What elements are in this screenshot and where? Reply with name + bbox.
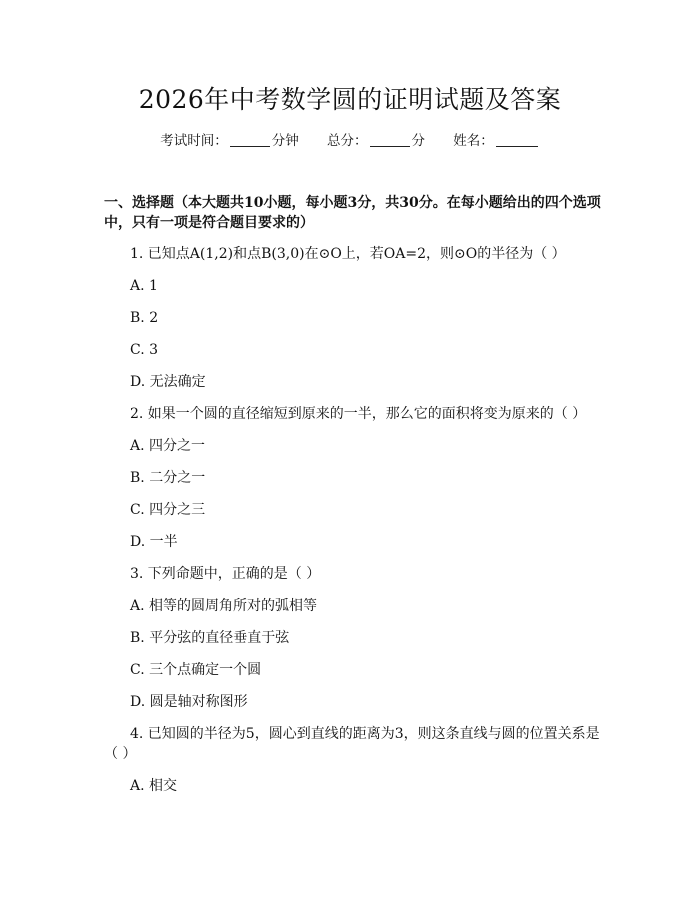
option-c: C. 3 [130,342,159,358]
total-score-label: 总分： [327,133,368,149]
option-c: C. 三个点确定一个圆 [130,662,262,678]
option-a: A. 1 [130,278,158,294]
exam-time-blank [230,132,270,147]
option-c: C. 四分之三 [130,502,206,518]
exam-info-line [0,131,700,151]
question-stem: 4. 已知圆的半径为5，圆心到直线的距离为3，则这条直线与圆的位置关系是（ ） [104,726,600,762]
question-stem: 2. 如果一个圆的直径缩短到原来的一半，那么它的面积将变为原来的（ ） [130,406,587,422]
total-score-unit: 分 [411,133,425,149]
option-b: B. 2 [130,310,159,326]
student-name-label: 姓名： [453,133,494,149]
question-stem: 1. 已知点A(1,2)和点B(3,0)在⊙O上，若OA=2，则⊙O的半径为（ ） [130,246,566,262]
option-a: A. 四分之一 [130,438,206,454]
section-heading-choice: 一、选择题（本大题共10小题，每小题3分，共30分。在每小题给出的四个选项中，只有一项是符合题目要求的） [104,195,601,231]
exam-time-label: 考试时间： [160,133,228,149]
page-title: 2026年中考数学圆的证明试题及答案 [138,85,562,114]
student-name-blank [496,132,538,147]
option-b: B. 平分弦的直径垂直于弦 [130,630,290,646]
option-d: D. 圆是轴对称图形 [130,694,248,710]
student-name-field [453,131,540,151]
exam-time-field [160,131,299,151]
total-score-blank [370,132,410,147]
exam-time-unit: 分钟 [271,133,299,149]
option-d: D. 一半 [130,534,178,550]
option-d: D. 无法确定 [130,374,206,390]
question-stem: 3. 下列命题中，正确的是（ ） [130,566,321,582]
option-b: B. 二分之一 [130,470,206,486]
total-score-field [327,131,425,151]
option-a: A. 相等的圆周角所对的弧相等 [130,598,318,614]
option-a: A. 相交 [130,778,178,794]
